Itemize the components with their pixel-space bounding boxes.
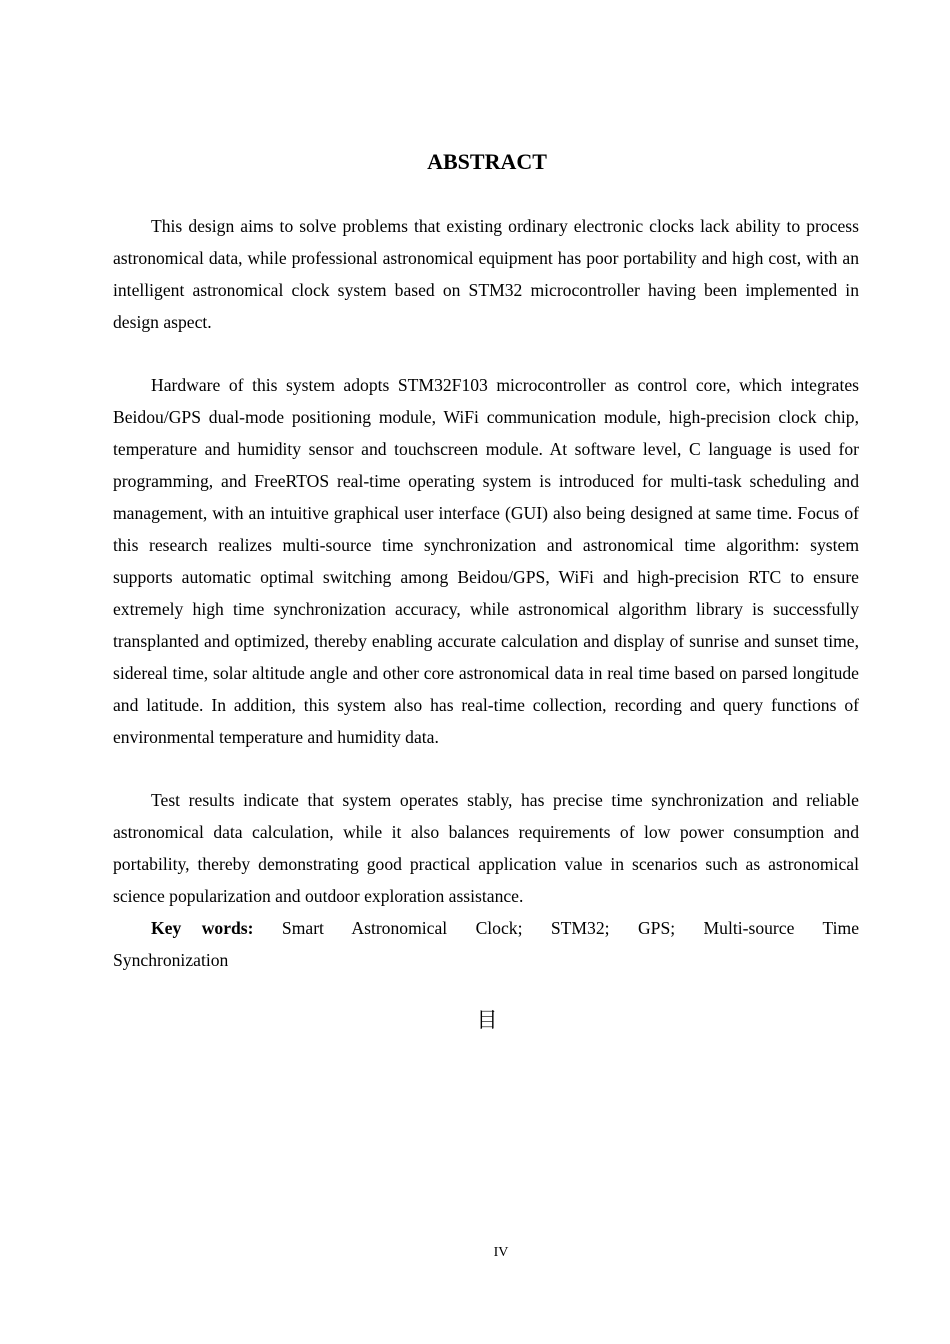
- abstract-title: ABSTRACT: [427, 149, 547, 174]
- paragraph-text: Hardware of this system adopts STM32F103 microcontroller as control core, which integrates Beidou/GPS dual-mode positioning module, WiFi communication module, high-precision clock chip, temperature and humidity sensor and touchscreen module. At software level, C language is used for programming, and FreeRTOS real-time operating system is introduced for multi-task scheduling and management, with an intuitive graphical user interface (GUI) also being designed at same time. Focus of this research realizes multi-source time synchronization and astronomical time algorithm: system supports automatic optimal switching among Beidou/GPS, WiFi and high-precision RTC to ensure extremely high time synchronization accuracy, while astronomical algorithm library is successfully transplanted and optimized, thereby enabling accurate calculation and display of sunrise and sunset time, sidereal time, solar altitude angle and other core astronomical data in real time based on parsed longitude and latitude. In addition, this system also has real-time collection, recording and query functions of environmental temperature and humidity data.: [113, 375, 859, 747]
- keywords-text: Smart Astronomical Clock; STM32; GPS; Multi-source Time Synchronization: [113, 918, 860, 970]
- page-number: IV: [493, 1245, 509, 1260]
- keywords-label: Key words:: [151, 918, 254, 938]
- paragraph-text: This design aims to solve problems that existing ordinary electronic clocks lack ability to process astronomical data, while professional astronomical equipment has poor portability and high cost, with an intelligent astronomical clock system based on STM32 microcontroller having been implemented in design aspect.: [113, 216, 859, 332]
- toc-heading: 目: [476, 1008, 498, 1032]
- abstract-paragraph-2: [113, 369, 859, 753]
- abstract-paragraph-1: [113, 210, 859, 338]
- keywords-line: [113, 912, 859, 976]
- paragraph-text: Test results indicate that system operates stably, has precise time synchronization and reliable astronomical data calculation, while it also balances requirements of low power consumption and portability, thereby demonstrating good practical application value in scenarios such as astronomical science popularization and outdoor exploration assistance.: [113, 790, 859, 906]
- abstract-paragraph-3: [113, 784, 859, 976]
